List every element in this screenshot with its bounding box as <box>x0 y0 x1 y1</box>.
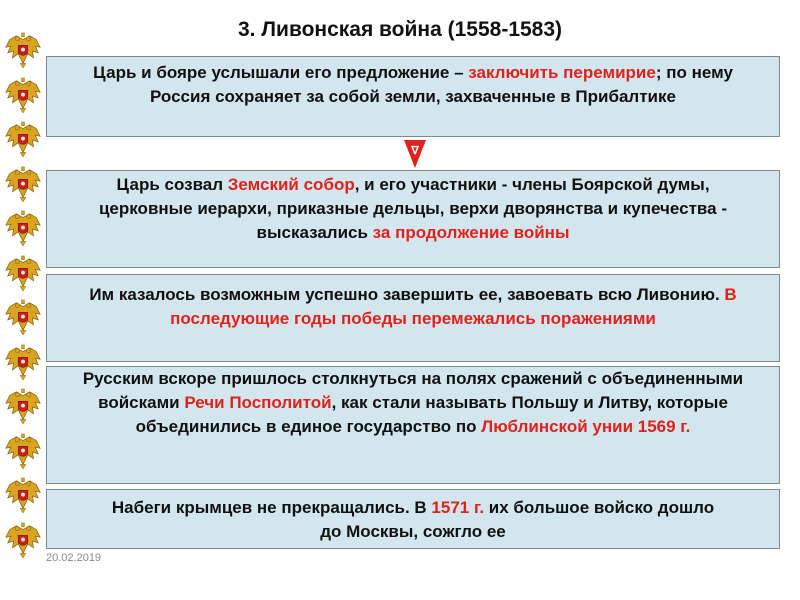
coat-of-arms-icon <box>4 255 42 293</box>
box-2-highlight-1: Земский собор <box>227 175 355 194</box>
box-4-highlight-1: Речи Посполитой <box>184 393 332 412</box>
coat-of-arms-icon <box>4 299 42 337</box>
info-box-5 <box>46 489 780 549</box>
coat-of-arms-icon <box>4 121 42 159</box>
box-4-text-2: , как стали называть Польшу и Литву, которые объединились в единое государство по <box>135 393 728 436</box>
svg-text:∇: ∇ <box>411 145 419 157</box>
box-4-highlight-2: Люблинской унии 1569 г. <box>481 417 691 436</box>
box-2-text-2: , и его участники - члены Боярской думы, церковные иерархи, приказные дельцы, верхи дворянства и купечества - высказались <box>98 175 727 242</box>
box-5-highlight-1: 1571 г. <box>431 498 485 517</box>
down-arrow-icon <box>402 140 428 170</box>
coat-of-arms-icon <box>4 344 42 382</box>
coat-of-arms-icon <box>4 522 42 560</box>
info-box-3 <box>46 274 780 362</box>
info-box-4 <box>46 366 780 484</box>
box-3-highlight-1: В последующие годы победы перемежались поражениями <box>170 285 737 328</box>
slide-date: 20.02.2019 <box>46 552 102 564</box>
box-1-text-1: Царь и бояре услышали его предложение – <box>93 63 469 82</box>
coat-of-arms-icon <box>4 77 42 115</box>
emblem-column <box>4 32 44 572</box>
box-2-text-1: Царь созвал <box>116 175 228 194</box>
coat-of-arms-icon <box>4 166 42 204</box>
coat-of-arms-icon <box>4 433 42 471</box>
coat-of-arms-icon <box>4 210 42 248</box>
box-1-highlight-1: заключить перемирие <box>468 63 656 82</box>
slide-title: 3. Ливонская война (1558-1583) <box>237 18 563 41</box>
info-box-2 <box>46 170 780 268</box>
coat-of-arms-icon <box>4 477 42 515</box>
coat-of-arms-icon <box>4 32 42 70</box>
box-3-text-1: Им казалось возможным успешно завершить ее, завоевать всю Ливонию. <box>89 285 725 304</box>
box-5-text-2: их большое войско дошло до Москвы, сожгло ее <box>320 498 715 541</box>
info-box-1 <box>46 56 780 137</box>
coat-of-arms-icon <box>4 388 42 426</box>
box-2-highlight-2: за продолжение войны <box>372 223 570 242</box>
box-1-text-2: ; по нему Россия сохраняет за собой земли, захваченные в Прибалтике <box>150 63 733 106</box>
box-4-text-1: Русским вскоре пришлось столкнуться на полях сражений с объединенными войсками <box>82 369 744 412</box>
box-5-text-1: Набеги крымцев не прекращались. В <box>111 498 432 517</box>
